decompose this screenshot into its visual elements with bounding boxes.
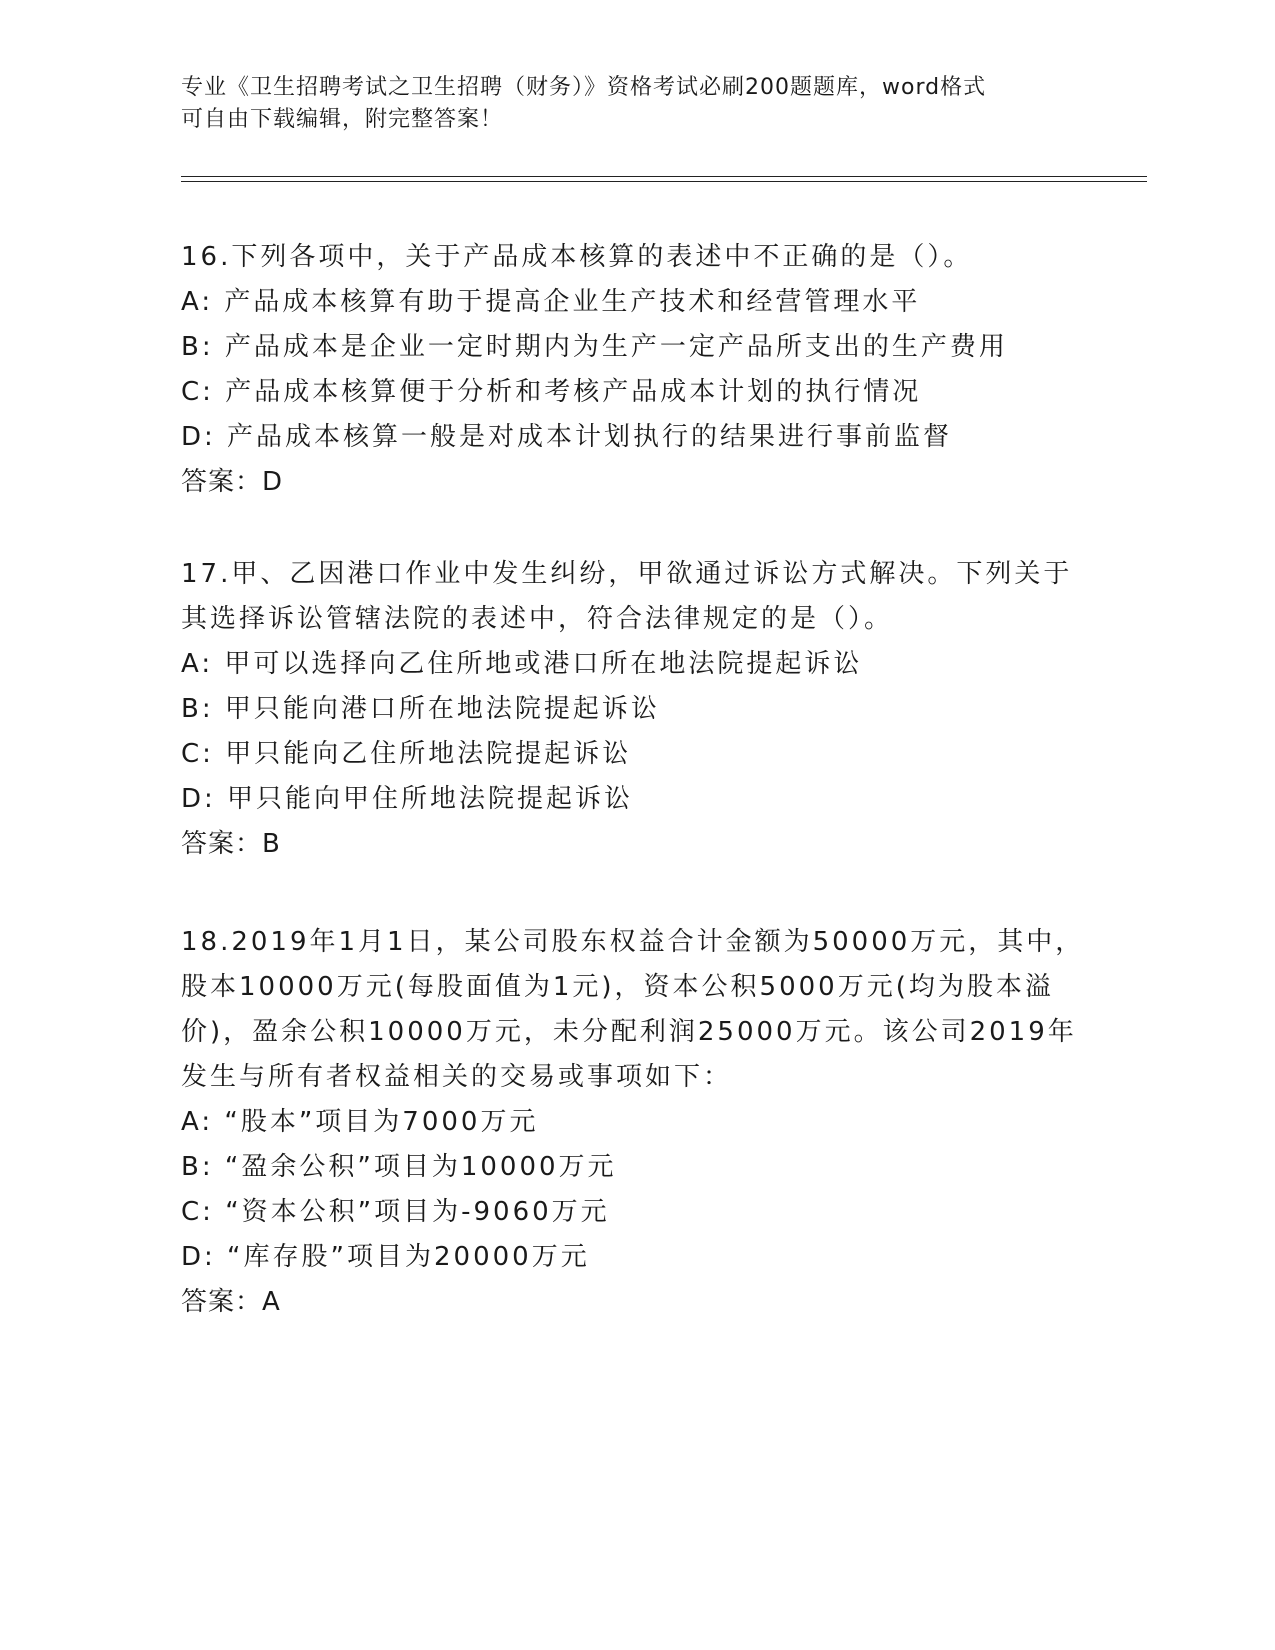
question-17 xyxy=(181,552,1073,867)
option-key: B: xyxy=(181,332,214,362)
question-stem-line: 其选择诉讼管辖法院的表述中，符合法律规定的是（）。 xyxy=(181,604,894,634)
option-b xyxy=(181,687,1061,732)
option-b xyxy=(181,325,1061,370)
option-b xyxy=(181,1145,1061,1190)
option-key: B: xyxy=(181,694,214,724)
answer-line: 答案：D xyxy=(181,467,284,497)
question-stem-line: 18.2019年1月1日，某公司股东权益合计金额为50000万元，其中， xyxy=(181,927,1085,957)
option-key: C: xyxy=(181,1197,214,1227)
option-a xyxy=(181,642,1061,687)
question-stem: 16.下列各项中，关于产品成本核算的表述中不正确的是（）。 xyxy=(181,242,973,272)
option-text: 甲只能向乙住所地法院提起诉讼 xyxy=(225,739,632,769)
option-c xyxy=(181,370,1061,415)
option-text: “股本”项目为7000万元 xyxy=(224,1107,539,1137)
option-d xyxy=(181,1235,1061,1280)
question-stem-line: 价)，盈余公积10000万元，未分配利润25000万元。该公司2019年 xyxy=(181,1017,1077,1047)
option-d xyxy=(181,777,1061,822)
header-line-1: 专业《卫生招聘考试之卫生招聘（财务）》资格考试必刷200题题库，word格式 xyxy=(181,75,987,100)
option-text: “库存股”项目为20000万元 xyxy=(227,1242,590,1272)
option-text: “资本公积”项目为-9060万元 xyxy=(225,1197,610,1227)
option-a xyxy=(181,1100,1061,1145)
header-divider-top xyxy=(181,176,1147,177)
header-divider-bottom xyxy=(181,181,1147,182)
option-key: D: xyxy=(181,422,216,452)
question-stem-line: 股本10000万元(每股面值为1元)，资本公积5000万元(均为股本溢 xyxy=(181,972,1054,1002)
question-18 xyxy=(181,920,1085,1325)
option-key: B: xyxy=(181,1152,214,1182)
option-text: 产品成本核算便于分析和考核产品成本计划的执行情况 xyxy=(225,377,922,407)
option-d xyxy=(181,415,1061,460)
option-key: D: xyxy=(181,784,216,814)
option-text: “盈余公积”项目为10000万元 xyxy=(224,1152,617,1182)
document-header xyxy=(181,72,1061,136)
option-key: D: xyxy=(181,1242,216,1272)
option-text: 甲可以选择向乙住所地或港口所在地法院提起诉讼 xyxy=(224,649,863,679)
question-16 xyxy=(181,235,1061,505)
option-key: A: xyxy=(181,287,214,317)
option-text: 产品成本是企业一定时期内为生产一定产品所支出的生产费用 xyxy=(224,332,1008,362)
option-key: A: xyxy=(181,649,214,679)
answer-line: 答案：A xyxy=(181,1287,281,1317)
option-text: 甲只能向港口所在地法院提起诉讼 xyxy=(224,694,660,724)
option-c xyxy=(181,732,1061,777)
option-key: C: xyxy=(181,739,214,769)
question-stem-line: 17.甲、乙因港口作业中发生纠纷，甲欲通过诉讼方式解决。下列关于 xyxy=(181,559,1073,589)
question-stem-line: 发生与所有者权益相关的交易或事项如下： xyxy=(181,1062,733,1092)
option-text: 甲只能向甲住所地法院提起诉讼 xyxy=(227,784,634,814)
option-text: 产品成本核算一般是对成本计划执行的结果进行事前监督 xyxy=(227,422,953,452)
option-key: C: xyxy=(181,377,214,407)
option-key: A: xyxy=(181,1107,214,1137)
header-line-2: 可自由下载编辑，附完整答案！ xyxy=(181,107,504,132)
answer-line: 答案：B xyxy=(181,829,281,859)
option-a xyxy=(181,280,1061,325)
option-c xyxy=(181,1190,1061,1235)
option-text: 产品成本核算有助于提高企业生产技术和经营管理水平 xyxy=(224,287,921,317)
